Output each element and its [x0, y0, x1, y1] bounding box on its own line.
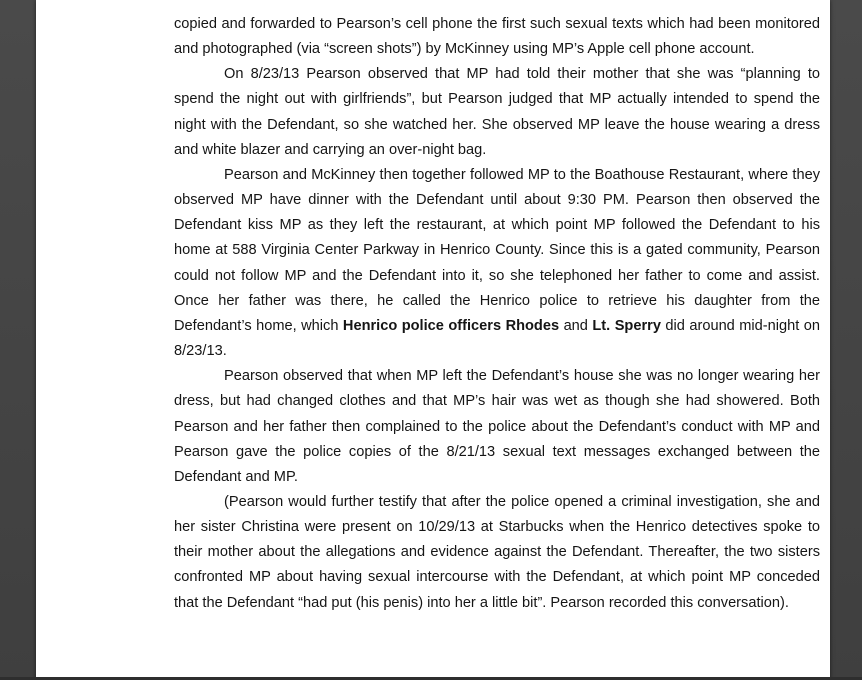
paragraph-3: [174, 163, 820, 364]
officer-names-bold: Henrico police officers Rhodes: [342, 317, 560, 334]
paragraph-4-text: Pearson observed that when MP left the Defendant’s house she was no longer wearing her dress, but had changed clothes and that MP’s hair was wet as though she had showered. Both Pearson and her father then complained to the police about the Defendant’s conduct with MP and Pearson gave the police copies of the 8/21/13 sexual text messages exchanged between the Defendant and MP.: [174, 368, 820, 485]
paragraph-1: [174, 12, 820, 62]
paragraph-3-text-a: Pearson and McKinney then together followed MP to the Boathouse Restaurant, where they observed MP have dinner with the Defendant until about 9:30 PM. Pearson then observed the Defendant kiss MP as they left the restaurant, at which point MP followed the Defendant to his home at 588 Virginia Center Parkway in Henrico County. Since this is a gated community, Pearson could not follow MP and the Defendant into it, so she telephoned her father to come and assist. Once her father was there, he called the Henrico police to retrieve his daughter from the Defendant’s home, which: [174, 166, 820, 334]
paragraph-3-text-c: did around mid-night on 8/23/13.: [174, 317, 820, 360]
paragraph-4: [174, 364, 820, 490]
document-body: [174, 12, 820, 616]
paragraph-3-text-b: and: [559, 317, 593, 334]
lieutenant-name-bold: Lt. Sperry: [592, 317, 661, 334]
paragraph-5-text: (Pearson would further testify that after the police opened a criminal investigation, she and her sister Christina were present on 10/29/13 at Starbucks when the Henrico detectives spoke to their mother about the allegations and evidence against the Defendant. Thereafter, the two sisters confronted MP about having sexual intercourse with the Defendant, at which point MP conceded that the Defendant “had put (his penis) into her a little bit”. Pearson recorded this conversation).: [174, 493, 820, 611]
paragraph-1-text: copied and forwarded to Pearson’s cell phone the first such sexual texts which had been monitored and photographed (via “screen shots”) by McKinney using MP’s Apple cell phone account.: [174, 16, 820, 58]
paragraph-2-text: On 8/23/13 Pearson observed that MP had told their mother that she was “planning to spend the night out with girlfriends”, but Pearson judged that MP actually intended to spend the night with the Defendant, so she watched her. She observed MP leave the house wearing a dress and white blazer and carrying an over-night bag.: [174, 66, 820, 158]
paragraph-5: [174, 490, 820, 616]
paragraph-2: [174, 62, 820, 163]
document-page: [36, 0, 830, 680]
